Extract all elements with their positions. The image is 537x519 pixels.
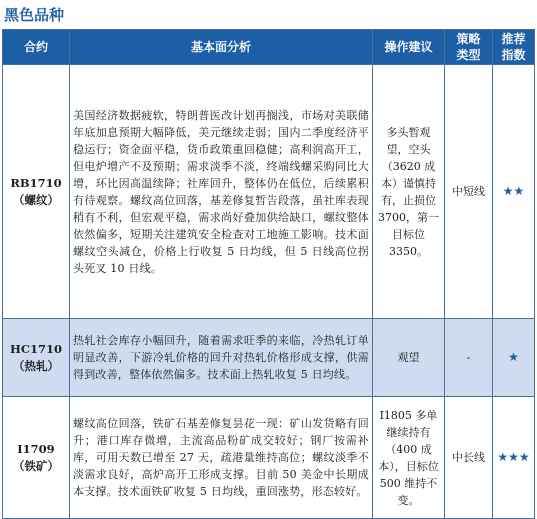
contract-code: HC1710 <box>9 341 63 356</box>
contract-code: RB1710 <box>10 175 62 190</box>
contract-name: （螺纹） <box>13 192 59 207</box>
analysis-cell: 螺纹高位回落，铁矿石基差修复昙花一现：矿山发货略有回升；港口库存微增，主流高品粉矿成交较好；钢厂按需补库，可用天数已增至 27 天，疏港量维持高位；螺纹淡季不淡需求良好，高炉高开工形成支撑。目前 50 美金中长期成本支撑。技术面铁矿收复 5 日均线，重回涨势，形态较好。 <box>70 397 373 519</box>
header-strategy <box>445 30 493 65</box>
table-row <box>3 397 535 519</box>
contract-name: （铁矿） <box>13 458 59 473</box>
analysis-cell: 热轧社会库存小幅回升，随着需求旺季的来临，冷热轧订单明显改善，下游冷轧价格的回升对热轧价格形成支撑，供需得到改善，整体依然偏多。技术面上热轧收复 5 日均线。 <box>70 319 373 397</box>
advice-cell: I1805 多单继续持有（400 成本），目标位 500 维持不变。 <box>373 397 445 519</box>
analysis-cell: 美国经济数据疲软，特朗普医改计划再搁浅，市场对美联储年底加息预期大幅降低，美元继续走弱；国内二季度经济平稳运行；资金面平稳，货币政策重回稳健；高利润高开工，但电炉增产不及预期；需求淡季不淡，终端线螺采购同比大增，环比因高温续降；社库回升，整体仍在低位，后续累积有待观察。螺纹高位回落，基差修复暂告段落，虽社库表现稍有不利，但宏观平稳，需求尚好叠加供给缺口，螺纹整体依然偏多，短期关注建筑安全检查对工地施工影响。技术面螺纹空头减仓，价格上行收复 5 日均线，但 5 日线高位拐头死叉 10 日线。 <box>70 65 373 319</box>
header-analysis: 基本面分析 <box>70 30 373 65</box>
header-advice: 操作建议 <box>373 30 445 65</box>
header-rating-line1: 推荐 <box>501 32 526 46</box>
strategy-cell: 中长线 <box>445 397 493 519</box>
section-title: 黑色品种 <box>4 6 65 24</box>
contract-name: （热轧） <box>13 358 59 373</box>
advice-cell: 观望 <box>373 319 445 397</box>
contract-cell <box>3 65 70 319</box>
table-row <box>3 319 535 397</box>
contract-code: I1709 <box>17 441 55 456</box>
strategy-cell: 中短线 <box>445 65 493 319</box>
table-row <box>3 65 535 319</box>
header-contract: 合约 <box>3 30 70 65</box>
header-strategy-line2: 类型 <box>456 48 481 62</box>
table-header-row <box>3 30 535 65</box>
rating-stars: ★ <box>493 319 535 397</box>
futures-table <box>2 29 535 519</box>
header-rating-line2: 指数 <box>501 48 526 62</box>
advice-cell: 多头暂观望，空头（3620 成本）谨慎持有，止损位3700，第一目标位 3350。 <box>373 65 445 319</box>
rating-stars: ★★★ <box>493 397 535 519</box>
contract-cell <box>3 319 70 397</box>
contract-cell <box>3 397 70 519</box>
header-rating <box>493 30 535 65</box>
header-strategy-line1: 策略 <box>456 32 481 46</box>
strategy-cell: - <box>445 319 493 397</box>
rating-stars: ★★ <box>493 65 535 319</box>
